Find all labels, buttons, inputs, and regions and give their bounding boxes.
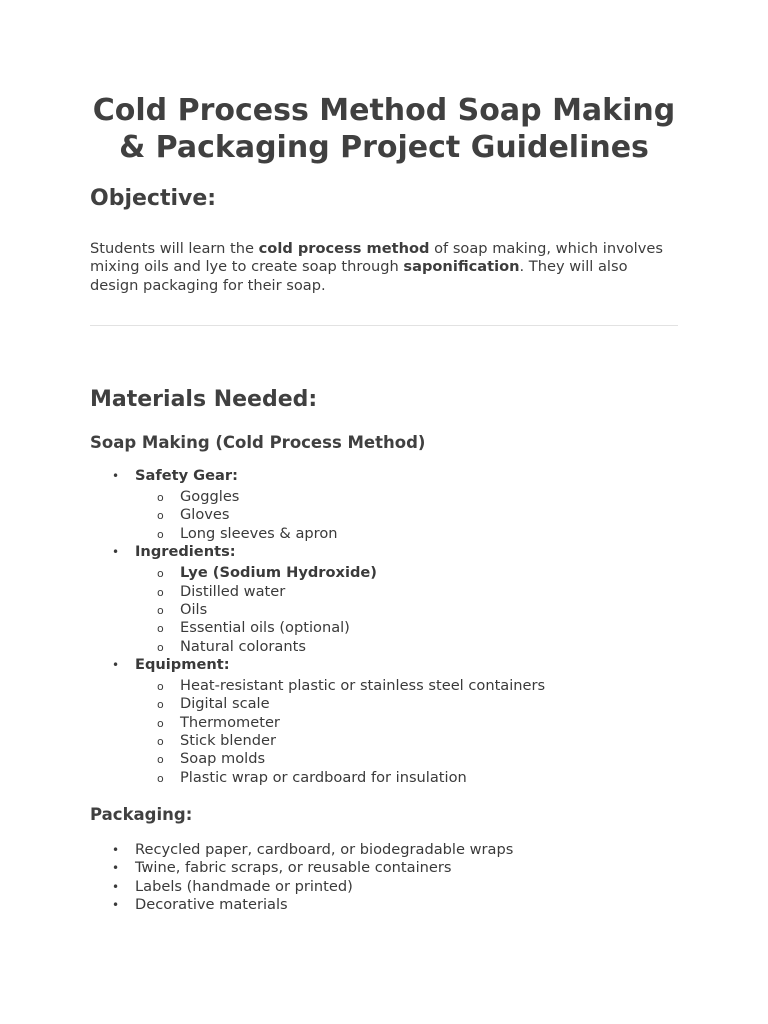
objective-heading: Objective:: [90, 186, 217, 211]
sublist-item: [135, 695, 678, 713]
sublist-item: [135, 732, 678, 750]
objective-bold-cold-process: cold process method: [258, 240, 430, 257]
sublist-item-text: Long sleeves & apron: [180, 524, 338, 542]
bullet-disc: •: [112, 842, 120, 857]
bullet-circle: o: [157, 735, 164, 749]
sublist-item: [135, 769, 678, 787]
list-item: [90, 896, 678, 914]
sublist-item: [135, 583, 678, 601]
list-item-text: Twine, fabric scraps, or reusable containers: [135, 859, 452, 877]
sublist-item-text: Essential oils (optional): [180, 619, 350, 637]
bullet-circle: o: [157, 603, 164, 617]
packaging-heading: Packaging:: [90, 804, 193, 824]
bullet-circle: o: [157, 527, 164, 541]
sublist-item: [135, 601, 678, 619]
bullet-disc: •: [112, 879, 120, 894]
bullet-circle: o: [157, 680, 164, 694]
equipment-sublist: [135, 677, 678, 787]
list-item-equipment: [90, 656, 678, 787]
sublist-item-text: Heat-resistant plastic or stainless steel containers: [180, 677, 546, 695]
materials-heading: Materials Needed:: [90, 386, 318, 412]
sublist-item-text: Thermometer: [180, 713, 280, 731]
soap-making-list: [90, 467, 678, 787]
ingredients-sublist: [135, 564, 678, 655]
sublist-item: [135, 564, 678, 582]
sublist-item: [135, 714, 678, 732]
sublist-item: [135, 638, 678, 656]
sublist-item: [135, 750, 678, 768]
sublist-item-text: Soap molds: [180, 750, 266, 768]
bullet-circle: o: [157, 509, 164, 523]
bullet-disc: •: [112, 861, 120, 876]
bullet-circle: o: [157, 585, 164, 599]
bullet-circle: o: [157, 622, 164, 636]
soap-making-heading: Soap Making (Cold Process Method): [90, 432, 426, 452]
list-item-text: Decorative materials: [135, 895, 288, 913]
sublist-item: [135, 488, 678, 506]
sublist-item-text-lye: Lye (Sodium Hydroxide): [180, 564, 377, 582]
bullet-circle: o: [157, 753, 164, 767]
list-item-text: Recycled paper, cardboard, or biodegradable wraps: [135, 840, 514, 858]
list-item: [90, 878, 678, 896]
list-item-safety-gear: [90, 467, 678, 543]
objective-text-2: of soap making, which involves mixing oils and lye to create soap through: [90, 240, 663, 276]
document-title: Cold Process Method Soap Making & Packaging Project Guidelines: [92, 93, 676, 165]
list-item-text: Labels (handmade or printed): [135, 877, 353, 895]
group-label-ingredients: Ingredients:: [135, 543, 236, 561]
sublist-item: [135, 506, 678, 524]
sublist-item-text: Natural colorants: [180, 637, 306, 655]
group-label-equipment: Equipment:: [135, 655, 230, 673]
bullet-circle: o: [157, 567, 164, 581]
objective-bold-saponification: saponification: [403, 258, 520, 276]
sublist-item: [135, 525, 678, 543]
sublist-item-text: Gloves: [180, 506, 230, 524]
objective-paragraph: [90, 240, 678, 295]
section-divider: [90, 325, 678, 326]
bullet-circle: o: [157, 698, 164, 712]
bullet-disc: •: [112, 468, 120, 483]
sublist-item-text: Goggles: [180, 488, 240, 506]
sublist-item-text: Stick blender: [180, 732, 276, 750]
sublist-item-text: Plastic wrap or cardboard for insulation: [180, 768, 467, 786]
group-label-safety-gear: Safety Gear:: [135, 466, 238, 484]
bullet-circle: o: [157, 640, 164, 654]
list-item: [90, 859, 678, 877]
bullet-disc: •: [112, 897, 120, 912]
objective-text-3: . They will also design packaging for their soap.: [90, 258, 628, 294]
safety-gear-sublist: [135, 488, 678, 543]
list-item-ingredients: [90, 543, 678, 656]
list-item: [90, 841, 678, 859]
sublist-item-text: Digital scale: [180, 695, 270, 713]
sublist-item-text: Distilled water: [180, 582, 286, 600]
sublist-item: [135, 677, 678, 695]
sublist-item: [135, 619, 678, 637]
bullet-disc: •: [112, 657, 120, 672]
bullet-circle: o: [157, 491, 164, 505]
bullet-disc: •: [112, 545, 120, 560]
bullet-circle: o: [157, 716, 164, 730]
bullet-circle: o: [157, 771, 164, 785]
objective-text-1: Students will learn the: [90, 240, 259, 257]
sublist-item-text: Oils: [180, 600, 208, 618]
packaging-list: [90, 841, 678, 914]
